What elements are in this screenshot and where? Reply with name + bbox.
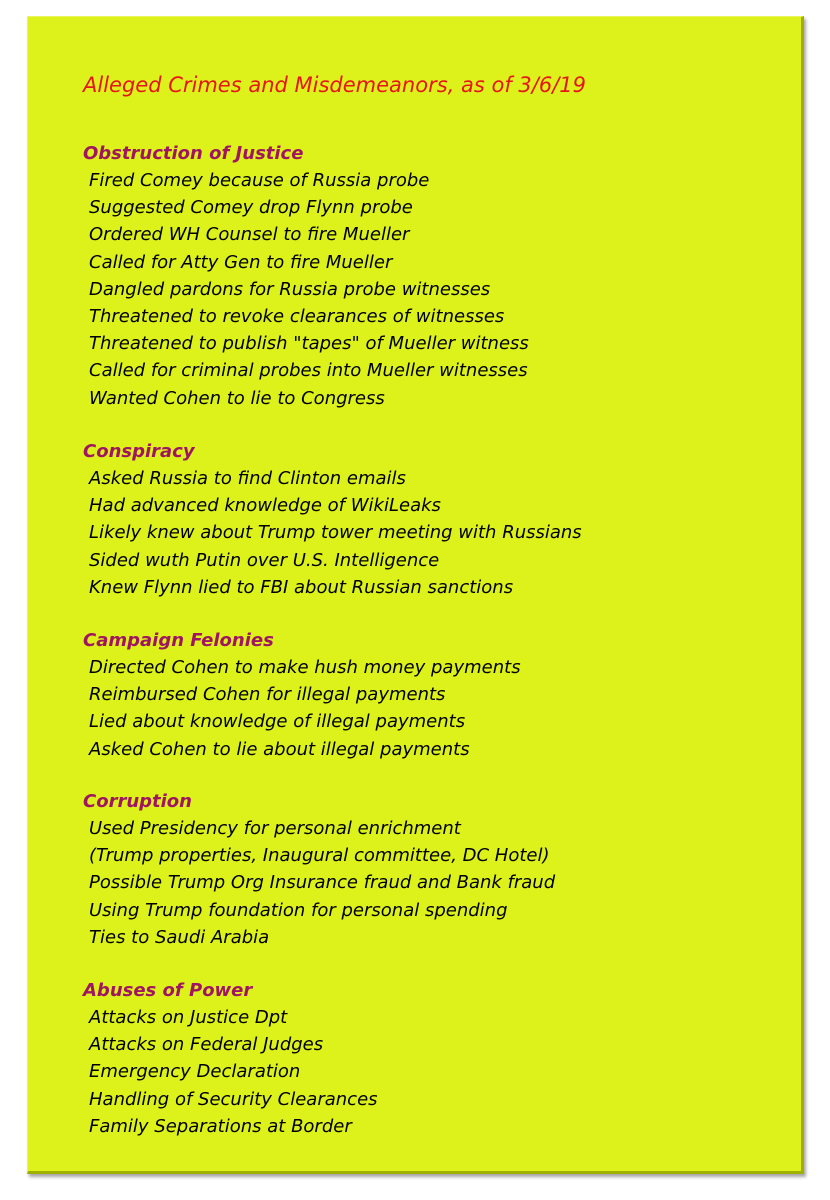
list-item: Knew Flynn lied to FBI about Russian sanctions [89, 576, 514, 598]
list-item: Handling of Security Clearances [89, 1088, 378, 1110]
list-item: Ordered WH Counsel to fire Mueller [89, 224, 410, 246]
list-item: Wanted Cohen to lie to Congress [89, 387, 385, 409]
item-list [83, 654, 521, 763]
list-item: Asked Russia to find Clinton emails [89, 468, 406, 489]
list-item: Dangled pardons for Russia probe witnesses [89, 278, 491, 300]
item-list [83, 1004, 378, 1140]
list-item: Asked Cohen to lie about illegal payments [89, 738, 470, 760]
item-list [83, 815, 555, 951]
section-campaign-felonies [83, 627, 521, 763]
section-abuses-of-power [83, 977, 378, 1140]
list-item: Lied about knowledge of illegal payments [89, 711, 466, 733]
list-item: Emergency Declaration [89, 1061, 301, 1083]
list-item: (Trump properties, Inaugural committee, DC Hotel) [89, 845, 550, 867]
section-heading: Obstruction of Justice [83, 143, 304, 164]
list-item: Likely knew about Trump tower meeting with Russians [89, 522, 582, 544]
list-item: Called for criminal probes into Mueller witnesses [89, 360, 528, 382]
list-item: Fired Comey because of Russia probe [89, 170, 430, 191]
list-item: Sided wuth Putin over U.S. Intelligence [89, 549, 440, 571]
list-item: Attacks on Justice Dpt [89, 1007, 288, 1028]
list-item: Ties to Saudi Arabia [89, 926, 270, 948]
list-item: Using Trump foundation for personal spending [89, 899, 508, 921]
list-item: Reimbursed Cohen for illegal payments [89, 684, 446, 706]
list-item: Suggested Comey drop Flynn probe [89, 197, 413, 219]
list-item: Possible Trump Org Insurance fraud and Bank fraud [89, 872, 556, 894]
list-item: Threatened to revoke clearances of witnesses [89, 306, 505, 328]
section-conspiracy [83, 438, 582, 601]
item-list [83, 167, 529, 412]
document-panel [27, 16, 804, 1174]
section-heading: Conspiracy [83, 441, 195, 462]
list-item: Had advanced knowledge of WikiLeaks [89, 495, 441, 517]
list-item: Directed Cohen to make hush money payments [89, 657, 521, 678]
section-corruption [83, 788, 555, 951]
section-heading: Abuses of Power [83, 980, 253, 1001]
list-item: Attacks on Federal Judges [89, 1034, 324, 1056]
item-list [83, 465, 582, 601]
page-title: Alleged Crimes and Misdemeanors, as of 3/6/19 [83, 73, 586, 97]
section-heading: Corruption [83, 791, 192, 812]
list-item: Threatened to publish "tapes" of Mueller witness [89, 333, 529, 355]
section-heading: Campaign Felonies [83, 630, 274, 651]
list-item: Family Separations at Border [89, 1115, 352, 1137]
list-item: Called for Atty Gen to fire Mueller [89, 251, 393, 273]
section-obstruction-of-justice [83, 140, 529, 412]
list-item: Used Presidency for personal enrichment [89, 818, 461, 839]
